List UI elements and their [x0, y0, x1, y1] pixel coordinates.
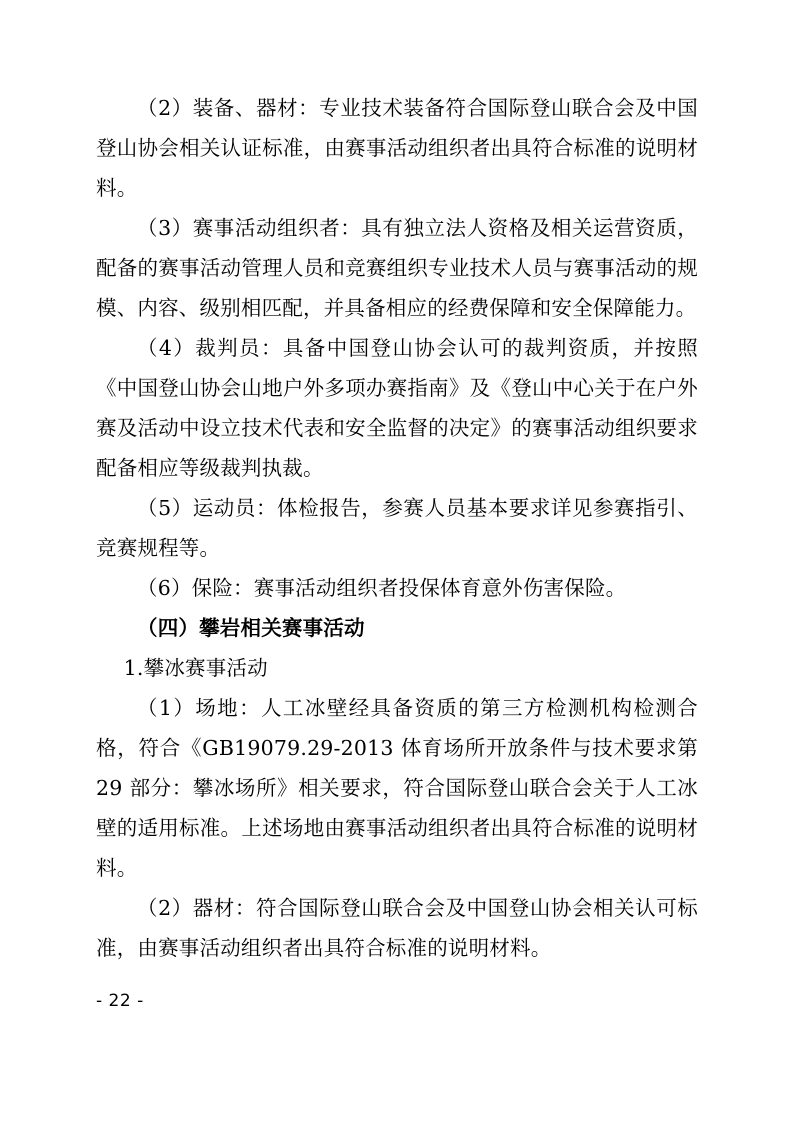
document-body — [96, 88, 698, 968]
paragraph-equipment: （2）装备、器材：专业技术装备符合国际登山联合会及中国登山协会相关认证标准，由赛事活动组织者出具符合标准的说明材料。 — [96, 96, 698, 200]
paragraph-venue: （1）场地：人工冰壁经具备资质的第三方检测机构检测合格，符合《GB19079.29-2013 体育场所开放条件与技术要求第 29 部分：攀冰场所》相关要求，符合国际登山联合会关于人工冰壁的适用标准。上述场地由赛事活动组织者出具符合标准的说明材料。 — [96, 696, 698, 880]
section-heading-climbing: （四）攀岩相关赛事活动 — [137, 616, 365, 640]
paragraph-athlete: （5）运动员：体检报告，参赛人员基本要求详见参赛指引、竞赛规程等。 — [96, 496, 698, 560]
subsection-heading-ice-climbing: 1.攀冰赛事活动 — [123, 656, 268, 680]
paragraph-referee: （4）裁判员：具备中国登山协会认可的裁判资质，并按照《中国登山协会山地户外多项办赛指南》及《登山中心关于在户外赛及活动中设立技术代表和安全监督的决定》的赛事活动组织要求配备相应等级裁判执裁。 — [96, 336, 698, 480]
page-number: - 22 - — [96, 991, 144, 1011]
paragraph-gear: （2）器材：符合国际登山联合会及中国登山协会相关认可标准，由赛事活动组织者出具符合标准的说明材料。 — [96, 896, 698, 960]
paragraph-organizer: （3）赛事活动组织者：具有独立法人资格及相关运营资质，配备的赛事活动管理人员和竞赛组织专业技术人员与赛事活动的规模、内容、级别相匹配，并具备相应的经费保障和安全保障能力。 — [96, 216, 698, 320]
paragraph-insurance: （6）保险：赛事活动组织者投保体育意外伤害保险。 — [137, 576, 627, 600]
